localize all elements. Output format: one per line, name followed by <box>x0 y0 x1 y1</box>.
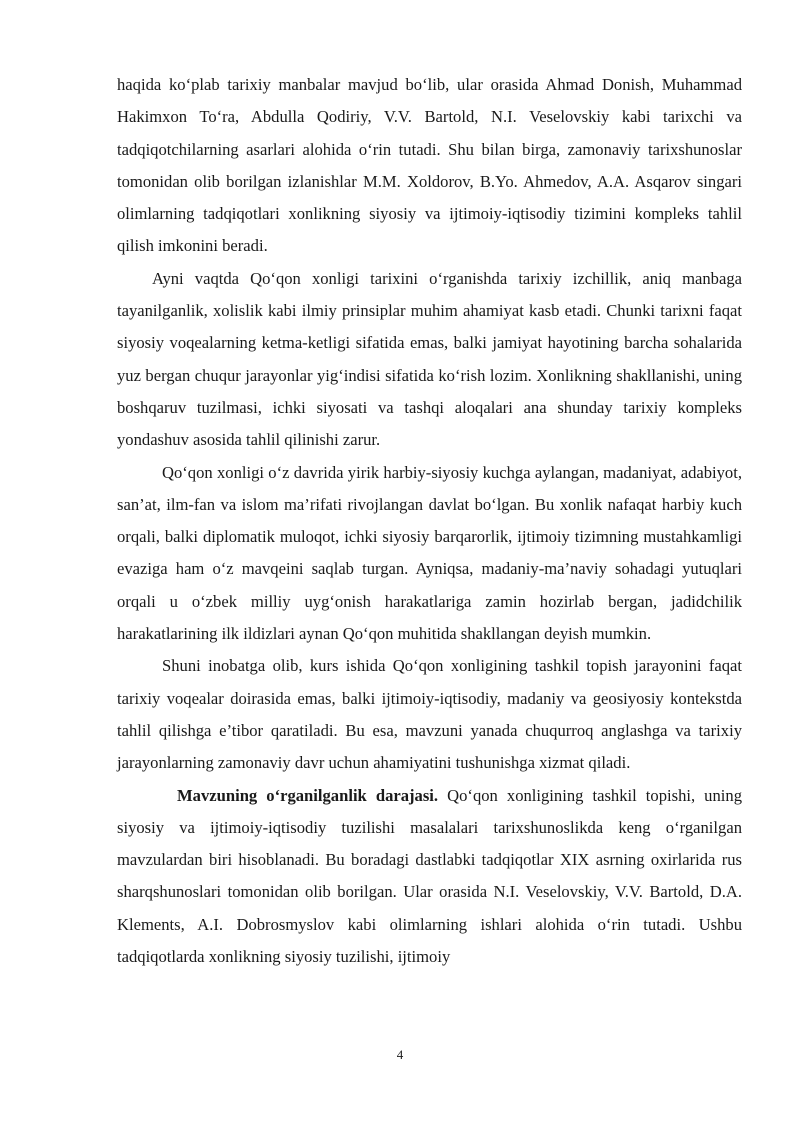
paragraph-5 <box>117 780 742 974</box>
paragraph-4 <box>117 650 742 779</box>
paragraph-2-text: Ayni vaqtda Qoʻqon xonligi tarixini oʻrganishda tarixiy izchillik, aniq manbaga tayanilganlik, xolislik kabi ilmiy prinsiplar muhim ahamiyat kasb etadi. Chunki tarixni faqat siyosiy voqealarning ketma-ketligi sifatida emas, balki jamiyat hayotining barcha sohalarida yuz bergan chuqur jarayonlar yigʻindisi sifatida koʻrish lozim. Xonlikning shakllanishi, uning boshqaruv tuzilmasi, ichki siyosati va tashqi aloqalari ana shunday tarixiy kompleks yondashuv asosida tahlil qilinishi zarur. <box>117 268 742 450</box>
paragraph-1 <box>117 69 742 263</box>
page-number: 4 <box>396 1047 404 1062</box>
document-body <box>117 69 742 973</box>
paragraph-4-text: Shuni inobatga olib, kurs ishida Qoʻqon xonligining tashkil topish jarayonini faqat tarixiy voqealar doirasida emas, balki ijtimoiy-iqtisodiy, madaniy va geosiyosiy kontekstda tahlil qilishga e’tibor qaratiladi. Bu esa, mavzuni yanada chuqurroq anglashga va tarixiy jarayonlarning zamonaviy davr uchun ahamiyatini tushunishga xizmat qiladi. <box>117 656 742 773</box>
paragraph-2 <box>117 263 742 457</box>
paragraph-1-text: haqida koʻplab tarixiy manbalar mavjud boʻlib, ular orasida Ahmad Donish, Muhammad Hakimxon Toʻra, Abdulla Qodiriy, V.V. Bartold, N.I. Veselovskiy kabi tarixchi va tadqiqotchilarning asarlari alohida oʻrin tutadi. Shu bilan birga, zamonaviy tarixshunoslar tomonidan olib borilgan izlanishlar M.M. Xoldorov, B.Yo. Ahmedov, A.A. Asqarov singari olimlarning tadqiqotlari xonlikning siyosiy va ijtimoiy-iqtisodiy tizimini kompleks tahlil qilish imkonini beradi. <box>117 75 742 256</box>
paragraph-3 <box>117 457 742 651</box>
paragraph-3-text: Qoʻqon xonligi oʻz davrida yirik harbiy-siyosiy kuchga aylangan, madaniyat, adabiyot, san’at, ilm-fan va islom ma’rifati rivojlangan davlat boʻlgan. Bu xonlik nafaqat harbiy kuch orqali, balki diplomatik muloqot, ichki siyosiy barqarorlik, ijtimoiy tizimning mustahkamligi evaziga ham oʻz mavqeini saqlab turgan. Ayniqsa, madaniy-ma’naviy sohadagi yutuqlari orqali u oʻzbek milliy uygʻonish harakatlariga zamin hozirlab bergan, jadidchilik harakatlarining ilk ildizlari aynan Qoʻqon muhitida shakllangan deyish mumkin. <box>117 462 742 644</box>
section-heading: Mavzuning oʻrganilganlik darajasi. <box>177 785 439 805</box>
paragraph-5-text: Qoʻqon xonligining tashkil topishi, uning siyosiy va ijtimoiy-iqtisodiy tuzilishi masalalari tarixshunoslikda keng oʻrganilgan mavzulardan biri hisoblanadi. Bu boradagi dastlabki tadqiqotlar XIX asrning oxirlarida rus sharqshunoslari tomonidan olib borilgan. Ular orasida N.I. Veselovskiy, V.V. Bartold, D.A. Klements, A.I. Dobrosmyslov kabi olimlarning ishlari alohida oʻrin tutadi. Ushbu tadqiqotlarda xonlikning siyosiy tuzilishi, ijtimoiy <box>117 785 742 967</box>
